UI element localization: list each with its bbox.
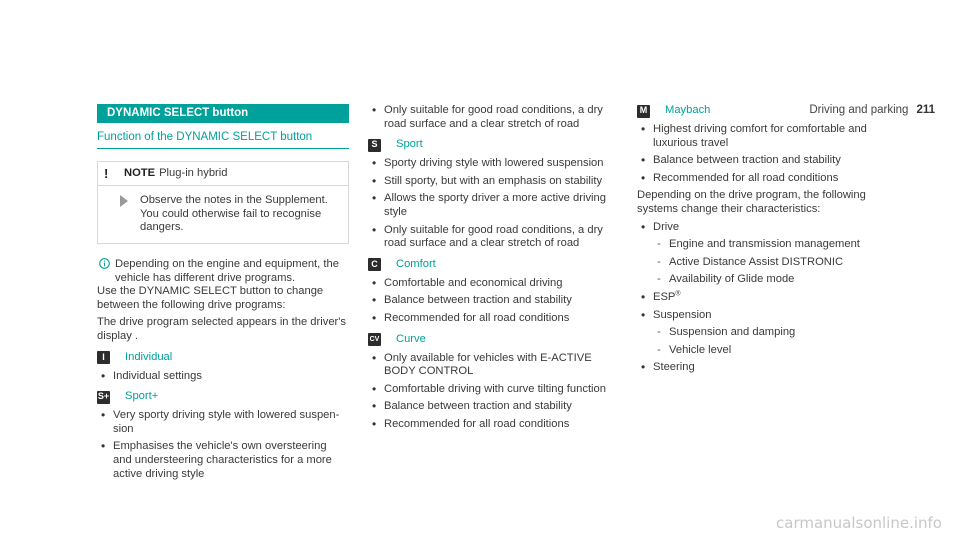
list-item: • Balance between traction and stability <box>637 154 887 168</box>
program-label: Sport+ <box>125 390 159 403</box>
note-title: Plug-in hybrid <box>159 166 228 179</box>
section-name: Driving and parking <box>809 104 909 116</box>
list-item: • Emphasises the vehicle's own oversteering and understeering characteristics for a more active driving style <box>97 440 349 481</box>
program-label: Curve <box>396 332 426 345</box>
triangle-bullet-icon <box>120 195 128 207</box>
text-line: between the following drive programs: <box>97 298 286 311</box>
list-item: • Very sporty driving style with lowered suspen- sion <box>97 409 349 436</box>
sub-list <box>653 238 887 287</box>
text-line: Depending on the drive program, the following <box>637 189 866 202</box>
list-item: • Recommended for all road conditions <box>368 418 618 432</box>
note-label: NOTE <box>124 166 156 179</box>
program-label: Sport <box>396 138 423 151</box>
sub-item: - Availability of Glide mode <box>653 273 887 287</box>
list-item: • Steering <box>637 361 887 375</box>
info-note <box>97 258 349 285</box>
list-item: • Only suitable for good road conditions, a dry road surface and a clear stretch of road <box>368 224 618 251</box>
list-item <box>637 221 887 287</box>
sport-plus-program-icon: S+ <box>97 391 110 404</box>
bullet-list <box>637 221 887 375</box>
text-line: Use the DYNAMIC SELECT button to change <box>97 285 324 298</box>
text-line: systems change their characteristics: <box>637 202 821 215</box>
paragraph <box>97 285 349 312</box>
list-item-label: • Suspension <box>653 308 712 321</box>
bullet-list <box>368 104 618 131</box>
bullet-list <box>97 409 349 481</box>
text-line: display . <box>97 329 139 342</box>
note-box <box>97 161 349 244</box>
program-label: Individual <box>125 350 173 363</box>
program-maybach <box>637 103 887 119</box>
column-2 <box>368 104 618 432</box>
list-item: • Still sporty, but with an emphasis on stability <box>368 175 618 189</box>
paragraph <box>637 189 887 216</box>
program-curve <box>368 332 618 348</box>
exclamation-icon: ! <box>104 165 109 181</box>
text-line: The drive program selected appears in the driver's <box>97 316 347 329</box>
list-item <box>637 309 887 358</box>
list-item: • Comfortable and economical driving <box>368 277 618 291</box>
bullet-list <box>97 370 349 384</box>
info-text: Depending on the engine and equipment, the <box>115 257 339 270</box>
note-line: Observe the notes in the Supplement. <box>140 194 328 207</box>
program-sport-plus <box>97 389 349 405</box>
list-item: • Allows the sporty driver a more active driving style <box>368 192 618 219</box>
comfort-program-icon: C <box>368 258 381 271</box>
note-line: dangers. <box>140 221 184 234</box>
info-icon <box>97 258 115 285</box>
list-item: • Balance between traction and stability <box>368 400 618 414</box>
bullet-list <box>368 352 618 432</box>
bullet-list <box>637 123 887 185</box>
section-subtitle: Function of the DYNAMIC SELECT button <box>97 123 349 149</box>
list-item: • Recommended for all road conditions <box>368 312 618 326</box>
list-item: • Balance between traction and stability <box>368 294 618 308</box>
sub-item: - Active Distance Assist DISTRONIC <box>653 256 887 270</box>
note-header <box>98 162 348 187</box>
watermark: carmanualsonline.info <box>776 514 942 533</box>
program-individual <box>97 350 349 366</box>
column-3 <box>637 104 887 375</box>
column-1 <box>97 104 349 481</box>
list-item: • Individual settings <box>97 370 349 384</box>
paragraph <box>97 316 349 343</box>
list-item: • Highest driving comfort for comfortable and luxurious travel <box>637 123 887 150</box>
section-title-bar: DYNAMIC SELECT button <box>97 104 349 123</box>
registered-mark: ® <box>675 290 681 298</box>
sub-item: - Suspension and damping <box>653 326 887 340</box>
list-item: • Only available for vehicles with E-ACTIVE BODY CONTROL <box>368 352 618 379</box>
note-line: You could otherwise fail to recognise <box>140 207 322 220</box>
sub-list <box>653 326 887 357</box>
list-item: • Sporty driving style with lowered suspension <box>368 157 618 171</box>
sport-program-icon: S <box>368 139 381 152</box>
program-comfort <box>368 257 618 273</box>
bullet-list <box>368 277 618 326</box>
program-label: Maybach <box>665 104 711 117</box>
note-body <box>98 186 348 243</box>
list-item-label: • Drive <box>653 220 680 233</box>
bullet-list <box>368 157 618 251</box>
info-text: vehicle has different drive programs. <box>115 271 296 284</box>
individual-program-icon: I <box>97 351 110 364</box>
maybach-program-icon: M <box>637 105 650 118</box>
program-sport <box>368 137 618 153</box>
list-item-label: ESP <box>653 290 676 303</box>
sub-item: - Vehicle level <box>653 344 887 358</box>
curve-program-icon: CV <box>368 333 381 346</box>
list-item: • Comfortable driving with curve tilting function <box>368 383 618 397</box>
sub-item: - Engine and transmission management <box>653 238 887 252</box>
program-label: Comfort <box>396 257 436 270</box>
page-number: 211 <box>916 104 935 116</box>
list-item: • Only suitable for good road conditions, a dry road surface and a clear stretch of road <box>368 104 618 131</box>
list-item: • Recommended for all road conditions <box>637 172 887 186</box>
list-item <box>637 291 887 305</box>
